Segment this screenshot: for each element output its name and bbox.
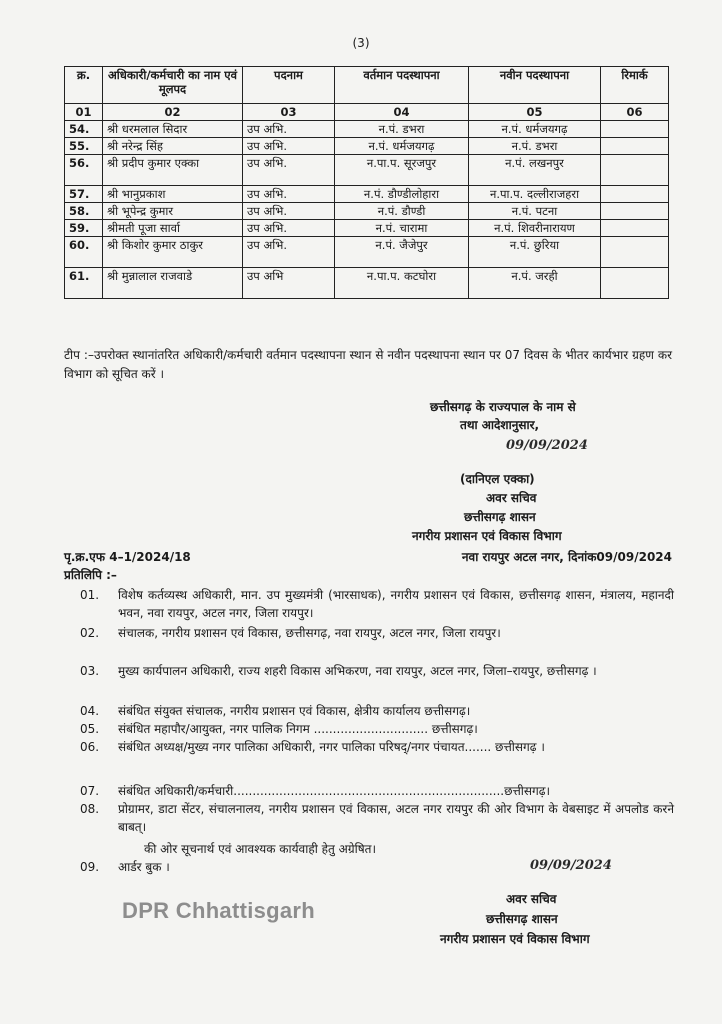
row-remark bbox=[601, 138, 669, 155]
row-name: श्री नरेन्द्र सिंह bbox=[103, 138, 243, 155]
column-number: 03 bbox=[243, 104, 335, 121]
table-row bbox=[65, 220, 669, 237]
row-remark bbox=[601, 268, 669, 299]
signatory-govt: छत्तीसगढ़ शासन bbox=[464, 510, 536, 524]
row-remark bbox=[601, 203, 669, 220]
order-line: तथा आदेशानुसार, bbox=[460, 418, 540, 432]
row-designation: उप अभि. bbox=[243, 220, 335, 237]
signatory-post: अवर सचिव bbox=[486, 491, 537, 505]
row-remark bbox=[601, 186, 669, 203]
row-name: श्री भानुप्रकाश bbox=[103, 186, 243, 203]
column-number: 04 bbox=[335, 104, 469, 121]
row-current-posting: न.पं. डौण्डीलोहारा bbox=[335, 186, 469, 203]
row-serial: 55. bbox=[65, 138, 103, 155]
row-designation: उप अभि. bbox=[243, 237, 335, 268]
row-serial: 61. bbox=[65, 268, 103, 299]
row-current-posting: न.पं. चारामा bbox=[335, 220, 469, 237]
header-serial: क्र. bbox=[65, 67, 103, 104]
copy-to-title: प्रतिलिपि :– bbox=[64, 568, 117, 582]
row-designation: उप अभि. bbox=[243, 121, 335, 138]
row-serial: 58. bbox=[65, 203, 103, 220]
reference-number: पृ.क्र.एफ 4–1/2024/18 bbox=[64, 550, 191, 564]
table-header-row bbox=[65, 67, 669, 104]
row-new-posting: न.पं. शिवरीनारायण bbox=[469, 220, 601, 237]
signatory2-dept: नगरीय प्रशासन एवं विकास विभाग bbox=[440, 932, 590, 946]
header-new-posting: नवीन पदस्थापना bbox=[469, 67, 601, 104]
row-current-posting: न.पं. जैजेपुर bbox=[335, 237, 469, 268]
column-number-row bbox=[65, 104, 669, 121]
transfer-table bbox=[64, 66, 669, 299]
place-date: नवा रायपुर अटल नगर, दिनांक09/09/2024 bbox=[461, 550, 672, 564]
table-row bbox=[65, 268, 669, 299]
row-new-posting: न.पा.प. दल्लीराजहरा bbox=[469, 186, 601, 203]
column-number: 06 bbox=[601, 104, 669, 121]
row-new-posting: न.पं. डभरा bbox=[469, 138, 601, 155]
row-new-posting: न.पं. धर्मजयगढ़ bbox=[469, 121, 601, 138]
signatory2-post: अवर सचिव bbox=[506, 892, 557, 906]
signatory2-govt: छत्तीसगढ़ शासन bbox=[486, 912, 558, 926]
row-serial: 56. bbox=[65, 155, 103, 186]
row-designation: उप अभि. bbox=[243, 203, 335, 220]
row-current-posting: न.पं. डभरा bbox=[335, 121, 469, 138]
row-remark bbox=[601, 220, 669, 237]
row-remark bbox=[601, 121, 669, 138]
row-serial: 60. bbox=[65, 237, 103, 268]
column-number: 02 bbox=[103, 104, 243, 121]
row-name: श्री मुन्नालाल राजवाडे bbox=[103, 268, 243, 299]
table-row bbox=[65, 186, 669, 203]
header-name: अधिकारी/कर्मचारी का नाम एवं मूलपद bbox=[103, 67, 243, 104]
header-current-posting: वर्तमान पदस्थापना bbox=[335, 67, 469, 104]
row-current-posting: न.पं. धर्मजयगढ़ bbox=[335, 138, 469, 155]
row-remark bbox=[601, 155, 669, 186]
signatory-name: (दानिएल एक्का) bbox=[460, 472, 535, 486]
row-designation: उप अभि. bbox=[243, 138, 335, 155]
column-number: 01 bbox=[65, 104, 103, 121]
row-new-posting: न.पं. लखनपुर bbox=[469, 155, 601, 186]
row-serial: 57. bbox=[65, 186, 103, 203]
governor-line: छत्तीसगढ़ के राज्यपाल के नाम से bbox=[430, 400, 576, 414]
table-row bbox=[65, 155, 669, 186]
row-new-posting: न.पं. जरही bbox=[469, 268, 601, 299]
row-name: श्रीमती पूजा सार्वा bbox=[103, 220, 243, 237]
row-current-posting: न.पं. डौण्डी bbox=[335, 203, 469, 220]
row-name: श्री भूपेन्द्र कुमार bbox=[103, 203, 243, 220]
row-current-posting: न.पा.प. सूरजपुर bbox=[335, 155, 469, 186]
signature-date: 09/09/2024 bbox=[506, 438, 588, 453]
note-paragraph: टीप :–उपरोक्त स्थानांतरित अधिकारी/कर्मचारी वर्तमान पदस्थापना स्थान से नवीन पदस्थापना स्थान पर 07 दिवस के भीतर कार्यभार ग्रहण कर विभाग को सूचित करें । bbox=[64, 348, 672, 381]
watermark: DPR Chhattisgarh bbox=[122, 898, 316, 923]
header-remark: रिमार्क bbox=[601, 67, 669, 104]
page-number: (3) bbox=[352, 36, 370, 50]
table-row bbox=[65, 138, 669, 155]
row-serial: 59. bbox=[65, 220, 103, 237]
row-designation: उप अभि. bbox=[243, 155, 335, 186]
row-new-posting: न.पं. छुरिया bbox=[469, 237, 601, 268]
row-serial: 54. bbox=[65, 121, 103, 138]
signatory-dept: नगरीय प्रशासन एवं विकास विभाग bbox=[412, 529, 562, 543]
column-number: 05 bbox=[469, 104, 601, 121]
row-remark bbox=[601, 237, 669, 268]
row-new-posting: न.पं. पटना bbox=[469, 203, 601, 220]
row-name: श्री किशोर कुमार ठाकुर bbox=[103, 237, 243, 268]
row-designation: उप अभि. bbox=[243, 186, 335, 203]
table-row bbox=[65, 121, 669, 138]
row-name: श्री प्रदीप कुमार एक्का bbox=[103, 155, 243, 186]
row-name: श्री धरमलाल सिदार bbox=[103, 121, 243, 138]
table-row bbox=[65, 203, 669, 220]
row-current-posting: न.पा.प. कटघोरा bbox=[335, 268, 469, 299]
header-designation: पदनाम bbox=[243, 67, 335, 104]
row-designation: उप अभि bbox=[243, 268, 335, 299]
table-row bbox=[65, 237, 669, 268]
signature2-date: 09/09/2024 bbox=[530, 858, 612, 873]
